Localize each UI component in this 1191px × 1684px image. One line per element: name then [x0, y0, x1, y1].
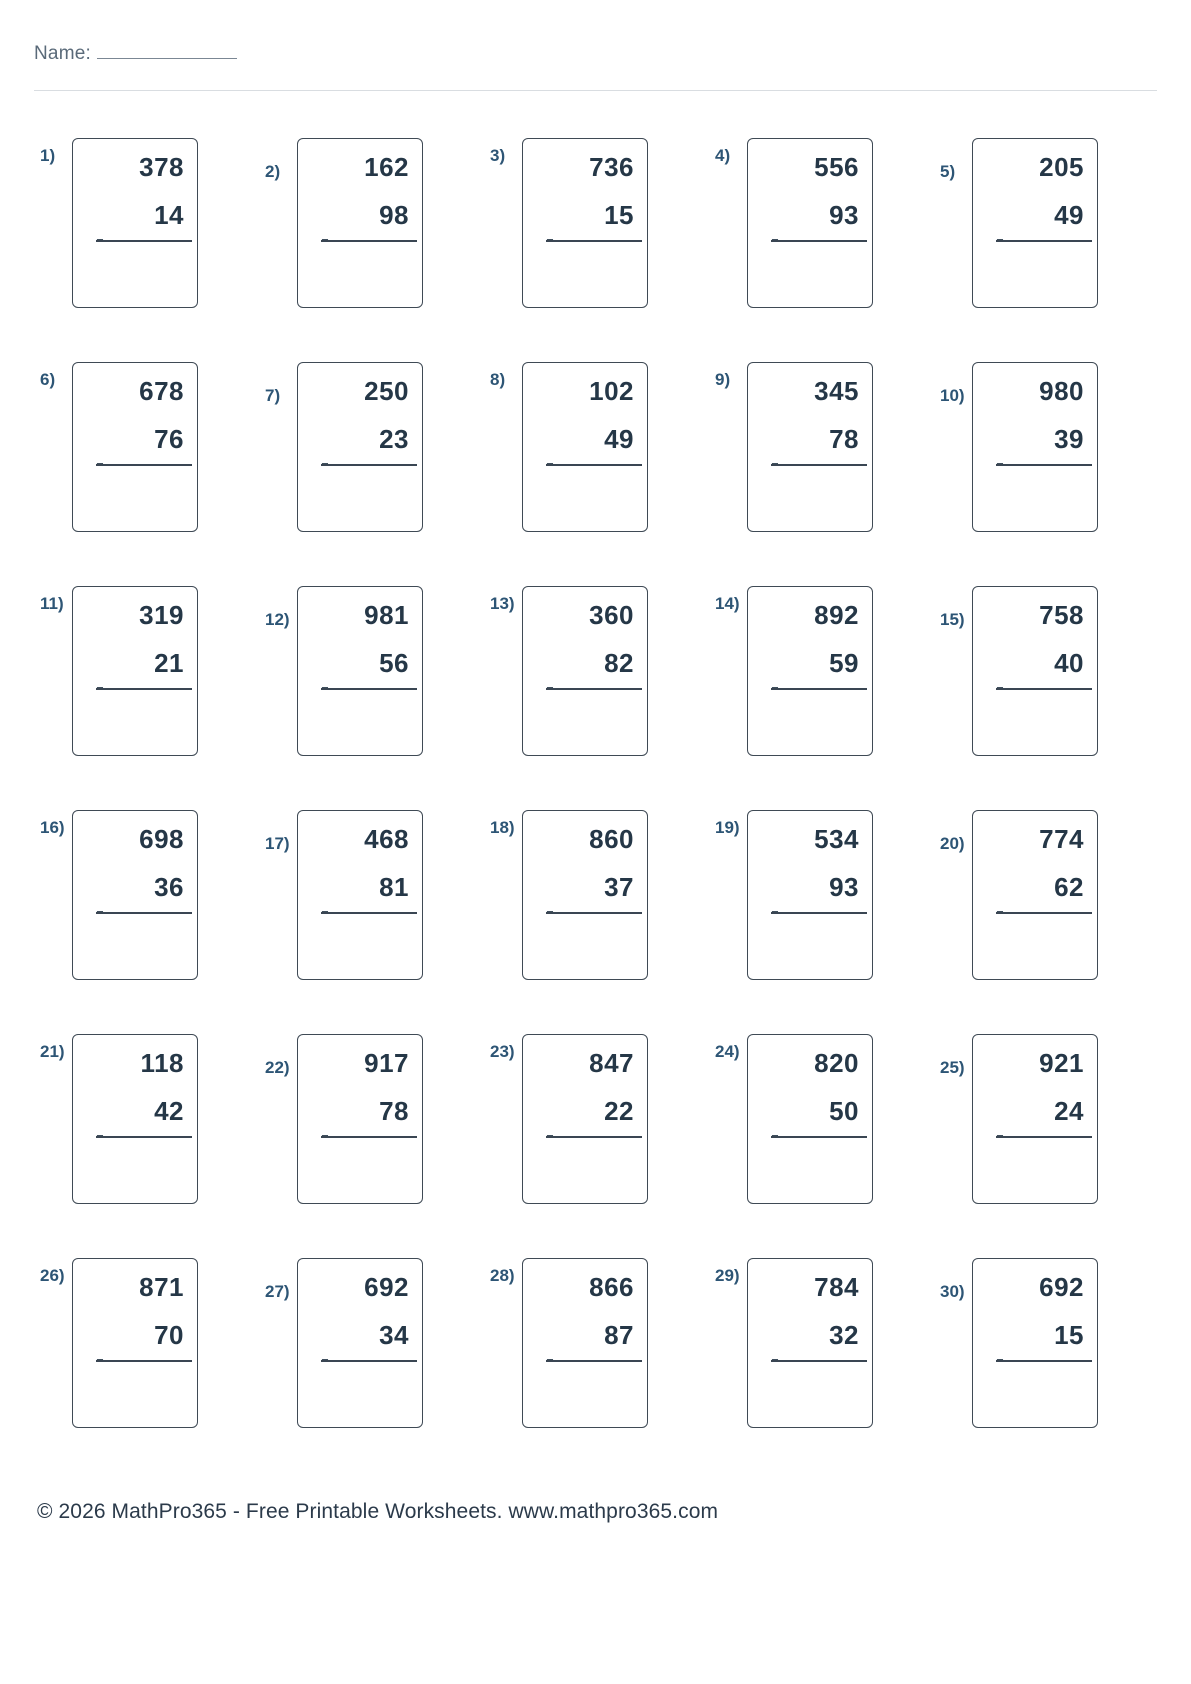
- sum-line: [96, 1136, 192, 1138]
- subtrahend: 15: [604, 200, 634, 230]
- subtrahend: 78: [379, 1096, 409, 1126]
- problem-body: [747, 138, 873, 308]
- subtrahend: 40: [1054, 648, 1084, 678]
- operator-row: [972, 1348, 1084, 1370]
- operator-row: [522, 1348, 634, 1370]
- subtrahend: 76: [154, 424, 184, 454]
- name-label: Name:: [34, 43, 91, 64]
- sum-line: [321, 464, 417, 466]
- problem-number: 7): [265, 386, 281, 405]
- subtrahend: 15: [1054, 1320, 1084, 1350]
- minuend: 871: [139, 1272, 184, 1302]
- operator-row: [747, 228, 859, 250]
- minuend: 698: [139, 824, 184, 854]
- subtrahend: 78: [829, 424, 859, 454]
- problem-body: [522, 362, 648, 532]
- minuend: 345: [814, 376, 859, 406]
- operator-row: [972, 1124, 1084, 1146]
- minuend: 736: [589, 152, 634, 182]
- operator-row: [297, 1348, 409, 1370]
- sum-line: [996, 1360, 1092, 1362]
- subtrahend: 24: [1054, 1096, 1084, 1126]
- subtrahend: 82: [604, 648, 634, 678]
- sum-line: [546, 464, 642, 466]
- minuend: 820: [814, 1048, 859, 1078]
- minuend: 468: [364, 824, 409, 854]
- minuend: 534: [814, 824, 859, 854]
- minuend: 892: [814, 600, 859, 630]
- header-divider: [34, 90, 1157, 91]
- problem-body: [972, 362, 1098, 532]
- problem-body: [297, 1258, 423, 1428]
- minuend: 556: [814, 152, 859, 182]
- problem-number: 24): [715, 1042, 740, 1061]
- operator-row: [522, 228, 634, 250]
- problem-body: [522, 1034, 648, 1204]
- problem-body: [297, 1034, 423, 1204]
- operator-row: [522, 1124, 634, 1146]
- sum-line: [771, 1136, 867, 1138]
- problem-cell: [259, 352, 484, 576]
- problem-body: [972, 1034, 1098, 1204]
- problem-body: [72, 586, 198, 756]
- name-input-blank[interactable]: [97, 42, 237, 59]
- operator-row: [972, 452, 1084, 474]
- problem-body: [972, 1258, 1098, 1428]
- sum-line: [996, 912, 1092, 914]
- operator-row: [297, 676, 409, 698]
- sum-line: [546, 688, 642, 690]
- subtrahend: 49: [604, 424, 634, 454]
- problem-number: 17): [265, 834, 290, 853]
- problem-number: 20): [940, 834, 965, 853]
- problem-number: 12): [265, 610, 290, 629]
- sum-line: [321, 1136, 417, 1138]
- subtrahend: 50: [829, 1096, 859, 1126]
- problem-number: 14): [715, 594, 740, 613]
- sum-line: [996, 240, 1092, 242]
- problem-body: [297, 586, 423, 756]
- minuend: 860: [589, 824, 634, 854]
- problem-number: 6): [40, 370, 56, 389]
- sum-line: [546, 1360, 642, 1362]
- operator-row: [972, 676, 1084, 698]
- problem-body: [72, 1034, 198, 1204]
- sum-line: [96, 912, 192, 914]
- problem-body: [72, 1258, 198, 1428]
- problem-number: 25): [940, 1058, 965, 1077]
- problem-number: 3): [490, 146, 506, 165]
- problem-number: 19): [715, 818, 740, 837]
- subtrahend: 14: [154, 200, 184, 230]
- problem-number: 10): [940, 386, 965, 405]
- problem-body: [972, 138, 1098, 308]
- problem-number: 22): [265, 1058, 290, 1077]
- subtrahend: 87: [604, 1320, 634, 1350]
- minuend: 102: [589, 376, 634, 406]
- minuend: 917: [364, 1048, 409, 1078]
- operator-row: [747, 900, 859, 922]
- problems-grid: [34, 128, 1159, 1472]
- problem-cell: [259, 800, 484, 1024]
- sum-line: [771, 240, 867, 242]
- problem-body: [522, 138, 648, 308]
- minuend: 866: [589, 1272, 634, 1302]
- problem-body: [747, 810, 873, 980]
- minuend: 118: [140, 1048, 184, 1078]
- operator-row: [297, 228, 409, 250]
- problem-cell: [484, 1248, 709, 1472]
- problem-number: 8): [490, 370, 506, 389]
- operator-row: [522, 900, 634, 922]
- subtrahend: 93: [829, 200, 859, 230]
- problem-cell: [259, 576, 484, 800]
- sum-line: [996, 1136, 1092, 1138]
- subtrahend: 81: [379, 872, 409, 902]
- operator-row: [747, 1348, 859, 1370]
- subtrahend: 98: [379, 200, 409, 230]
- problem-number: 28): [490, 1266, 515, 1285]
- sum-line: [546, 1136, 642, 1138]
- operator-row: [72, 900, 184, 922]
- minuend: 678: [139, 376, 184, 406]
- sum-line: [96, 1360, 192, 1362]
- problem-cell: [259, 128, 484, 352]
- operator-row: [747, 676, 859, 698]
- problem-body: [72, 138, 198, 308]
- subtrahend: 49: [1054, 200, 1084, 230]
- operator-row: [72, 1124, 184, 1146]
- problem-cell: [259, 1248, 484, 1472]
- minuend: 162: [364, 152, 409, 182]
- problem-cell: [934, 352, 1159, 576]
- problem-number: 1): [40, 146, 56, 165]
- sum-line: [771, 464, 867, 466]
- problem-number: 27): [265, 1282, 290, 1301]
- worksheet-header: [34, 42, 1157, 65]
- name-row: [34, 42, 1157, 65]
- footer-credit: © 2026 MathPro365 - Free Printable Worksheets. www.mathpro365.com: [37, 1500, 719, 1523]
- minuend: 980: [1039, 376, 1084, 406]
- problem-number: 5): [940, 162, 956, 181]
- operator-row: [747, 1124, 859, 1146]
- problem-cell: [34, 352, 259, 576]
- operator-row: [72, 228, 184, 250]
- problem-number: 2): [265, 162, 281, 181]
- subtrahend: 42: [154, 1096, 184, 1126]
- subtrahend: 32: [829, 1320, 859, 1350]
- subtrahend: 23: [379, 424, 409, 454]
- minuend: 692: [364, 1272, 409, 1302]
- problem-cell: [709, 352, 934, 576]
- problem-body: [72, 810, 198, 980]
- operator-row: [297, 1124, 409, 1146]
- problem-number: 30): [940, 1282, 965, 1301]
- problem-cell: [709, 576, 934, 800]
- sum-line: [771, 912, 867, 914]
- subtrahend: 34: [379, 1320, 409, 1350]
- sum-line: [546, 912, 642, 914]
- subtrahend: 39: [1054, 424, 1084, 454]
- subtrahend: 70: [154, 1320, 184, 1350]
- problem-body: [747, 1034, 873, 1204]
- problem-cell: [34, 1024, 259, 1248]
- problem-body: [522, 810, 648, 980]
- subtrahend: 62: [1054, 872, 1084, 902]
- problem-cell: [484, 800, 709, 1024]
- problem-number: 9): [715, 370, 731, 389]
- sum-line: [996, 688, 1092, 690]
- problem-cell: [484, 576, 709, 800]
- subtrahend: 59: [829, 648, 859, 678]
- problem-number: 18): [490, 818, 515, 837]
- problem-body: [297, 810, 423, 980]
- problem-number: 23): [490, 1042, 515, 1061]
- problem-cell: [484, 128, 709, 352]
- operator-row: [972, 228, 1084, 250]
- problem-body: [297, 138, 423, 308]
- subtrahend: 22: [604, 1096, 634, 1126]
- minuend: 784: [814, 1272, 859, 1302]
- subtrahend: 37: [604, 872, 634, 902]
- problem-number: 26): [40, 1266, 65, 1285]
- problem-cell: [934, 1248, 1159, 1472]
- sum-line: [96, 688, 192, 690]
- problem-cell: [484, 1024, 709, 1248]
- minuend: 205: [1039, 152, 1084, 182]
- problem-cell: [34, 800, 259, 1024]
- minuend: 921: [1039, 1048, 1084, 1078]
- minuend: 774: [1039, 824, 1084, 854]
- problem-body: [747, 586, 873, 756]
- problem-number: 21): [40, 1042, 65, 1061]
- sum-line: [771, 1360, 867, 1362]
- problem-number: 4): [715, 146, 731, 165]
- operator-row: [972, 900, 1084, 922]
- problem-cell: [34, 1248, 259, 1472]
- problem-body: [972, 810, 1098, 980]
- operator-row: [297, 452, 409, 474]
- operator-row: [72, 676, 184, 698]
- problem-number: 29): [715, 1266, 740, 1285]
- sum-line: [96, 240, 192, 242]
- operator-row: [522, 452, 634, 474]
- minuend: 250: [364, 376, 409, 406]
- problem-body: [747, 1258, 873, 1428]
- minuend: 378: [139, 152, 184, 182]
- problem-cell: [709, 1024, 934, 1248]
- sum-line: [321, 688, 417, 690]
- operator-row: [72, 1348, 184, 1370]
- sum-line: [321, 912, 417, 914]
- sum-line: [321, 1360, 417, 1362]
- operator-row: [747, 452, 859, 474]
- problem-number: 11): [40, 594, 64, 613]
- subtrahend: 36: [154, 872, 184, 902]
- problem-number: 16): [40, 818, 65, 837]
- subtrahend: 21: [154, 648, 184, 678]
- problem-cell: [934, 1024, 1159, 1248]
- minuend: 847: [589, 1048, 634, 1078]
- operator-row: [72, 452, 184, 474]
- sum-line: [321, 240, 417, 242]
- problem-body: [747, 362, 873, 532]
- minuend: 758: [1039, 600, 1084, 630]
- problem-cell: [709, 1248, 934, 1472]
- problem-cell: [259, 1024, 484, 1248]
- operator-row: [522, 676, 634, 698]
- sum-line: [771, 688, 867, 690]
- minuend: 319: [139, 600, 184, 630]
- problem-body: [522, 586, 648, 756]
- problem-cell: [34, 128, 259, 352]
- problem-body: [72, 362, 198, 532]
- problem-cell: [934, 128, 1159, 352]
- problem-body: [522, 1258, 648, 1428]
- sum-line: [96, 464, 192, 466]
- problem-cell: [34, 576, 259, 800]
- subtrahend: 93: [829, 872, 859, 902]
- operator-row: [297, 900, 409, 922]
- minuend: 692: [1039, 1272, 1084, 1302]
- problem-body: [297, 362, 423, 532]
- problem-cell: [484, 352, 709, 576]
- subtrahend: 56: [379, 648, 409, 678]
- problem-body: [972, 586, 1098, 756]
- problem-cell: [709, 800, 934, 1024]
- problem-cell: [934, 800, 1159, 1024]
- sum-line: [996, 464, 1092, 466]
- minuend: 981: [364, 600, 409, 630]
- problem-number: 15): [940, 610, 965, 629]
- problem-cell: [934, 576, 1159, 800]
- minuend: 360: [589, 600, 634, 630]
- problem-cell: [709, 128, 934, 352]
- problem-number: 13): [490, 594, 515, 613]
- sum-line: [546, 240, 642, 242]
